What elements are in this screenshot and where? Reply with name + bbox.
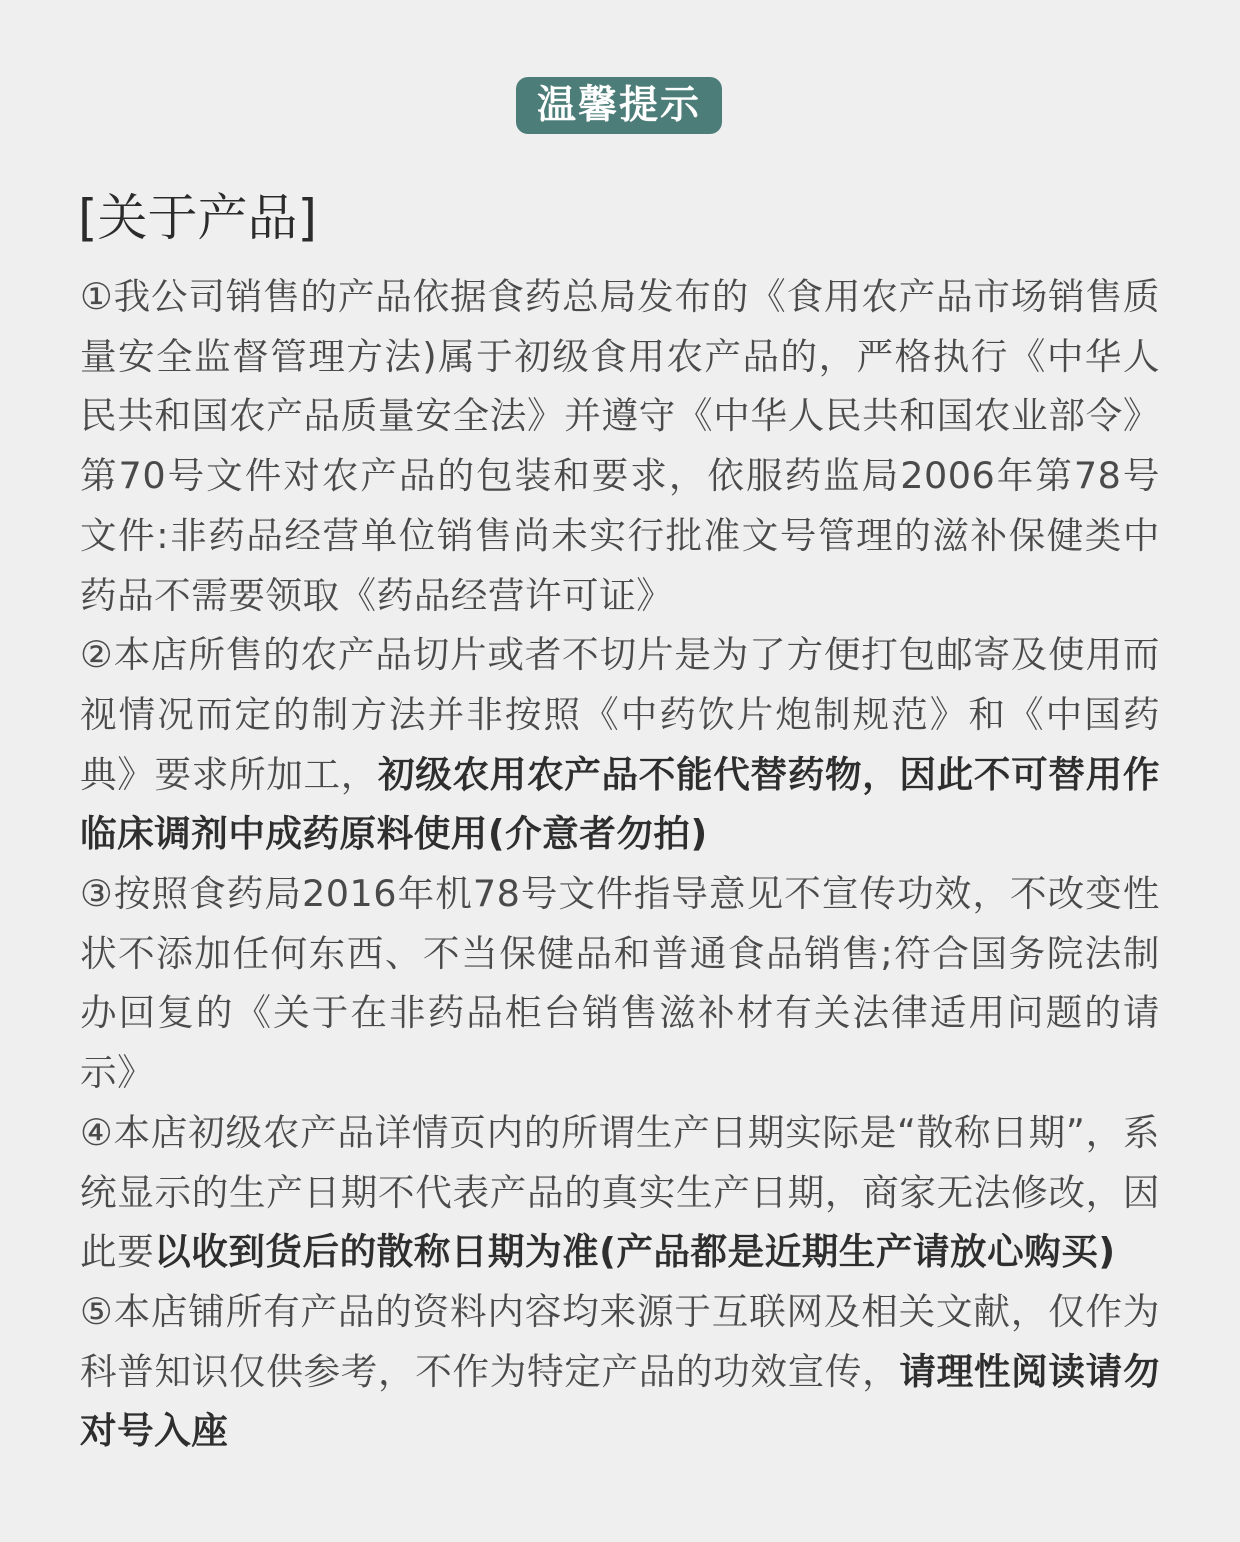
paragraph-1 [80,267,1160,625]
notice-content [80,267,1160,1461]
paragraph-1-text: ①我公司销售的产品依据食药总局发布的《食用农产品市场销售质量安全监督管理方法)属于初级食用农产品的，严格执行《中华人民共和国农产品质量安全法》并遵守《中华人民共和国农业部令》第70号文件对农产品的包装和要求，依服药监局2006年第78号文件:非药品经营单位销售尚未实行批准文号管理的滋补保健类中药品不需要领取《药品经营许可证》 [80,275,1160,617]
paragraph-5 [80,1282,1160,1461]
section-title: [关于产品] [78,189,318,247]
notice-badge: 温馨提示 [516,77,722,134]
paragraph-3-text: ③按照食药局2016年机78号文件指导意见不宣传功效，不改变性状不添加任何东西、不当保健品和普通食品销售;符合国务院法制办回复的《关于在非药品柜台销售滋补材有关法律适用问题的请示》 [80,872,1160,1095]
paragraph-4 [80,1103,1160,1282]
paragraph-5-emphasis: 请理性阅读请勿对号入座 [80,1349,1160,1453]
paragraph-4-text: ④本店初级农产品详情页内的所谓生产日期实际是“散称日期”，系统显示的生产日期不代表产品的真实生产日期，商家无法修改，因此要 [80,1110,1160,1274]
paragraph-3 [80,864,1160,1103]
paragraph-2-text: ②本店所售的农产品切片或者不切片是为了方便打包邮寄及使用而视情况而定的制方法并非按照《中药饮片炮制规范》和《中国药典》要求所加工， [80,633,1160,796]
paragraph-2-emphasis: 初级农用农产品不能代替药物，因此不可替用作临床调剂中成药原料使用(介意者勿拍) [80,752,1160,856]
paragraph-4-emphasis: 以收到货后的散称日期为准(产品都是近期生产请放心购买) [154,1230,1116,1274]
paragraph-2 [80,625,1160,864]
paragraph-5-text: ⑤本店铺所有产品的资料内容均来源于互联网及相关文献，仅作为科普知识仅供参考，不作为特定产品的功效宣传， [80,1289,1160,1393]
